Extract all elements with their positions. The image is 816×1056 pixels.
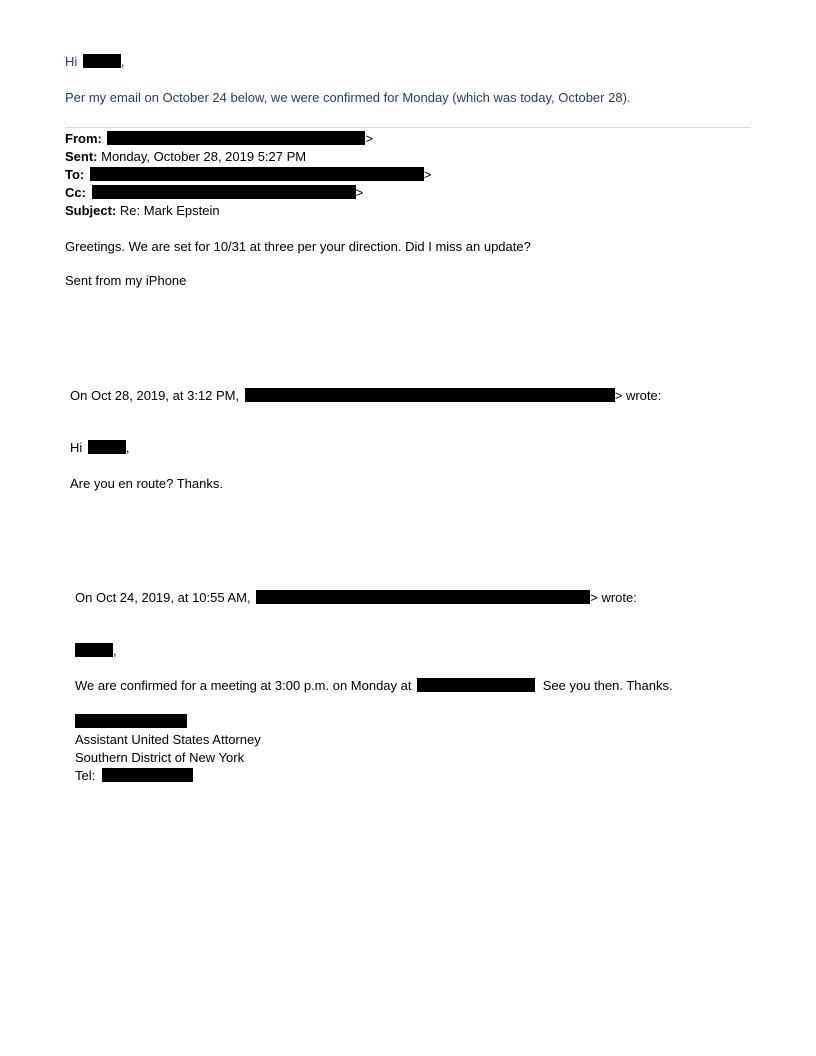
quote2-header [75,589,637,607]
redacted-name [83,54,121,68]
divider [65,127,751,128]
quote1-greeting-word: Hi [70,440,83,455]
quote2-comma: , [113,643,117,658]
from-line [65,130,373,148]
redacted-sender [245,388,615,402]
redacted-cc [92,185,356,199]
quote1-header [70,387,661,405]
cc-label: Cc: [65,185,86,200]
greeting-word: Hi [65,54,78,69]
from-suffix: > [365,131,374,146]
reply-signature: Sent from my iPhone [65,273,187,288]
greeting-comma: , [120,54,125,69]
redacted-signer [75,714,187,728]
quote2-body [75,677,673,695]
quote2-body-before: We are confirmed for a meeting at 3:00 p.m. on Monday at [75,678,412,693]
signature-office: Southern District of New York [75,750,245,765]
greeting-line [65,53,125,71]
redacted-location [417,678,535,692]
signature-title: Assistant United States Attorney [75,732,261,747]
quote2-intro: On Oct 24, 2019, at 10:55 AM, [75,590,251,605]
to-label: To: [65,167,85,182]
quote1-comma: , [125,440,130,455]
subject-value: Re: Mark Epstein [119,203,220,218]
intro-message: Per my email on October 24 below, we were confirmed for Monday (which was today, October 28). [65,90,631,105]
tel-label: Tel: [75,768,96,783]
redacted-from [107,131,365,145]
redacted-phone [102,768,193,782]
quote1-body: Are you en route? Thanks. [70,476,223,491]
redacted-to [90,167,424,181]
redacted-name [75,643,113,657]
signature-tel [75,767,193,785]
cc-suffix: > [355,185,364,200]
to-suffix: > [423,167,432,182]
quote2-body-after: See you then. Thanks. [542,678,673,693]
sent-value: Monday, October 28, 2019 5:27 PM [101,149,307,164]
to-line [65,166,431,184]
quote2-wrote: > wrote: [590,590,637,605]
quote1-intro: On Oct 28, 2019, at 3:12 PM, [70,388,240,403]
quote1-greeting [70,439,130,457]
signature-name [75,713,187,731]
reply-body: Greetings. We are set for 10/31 at three per your direction. Did I miss an update? [65,239,531,254]
sent-label: Sent: [65,149,98,164]
subject-line [65,202,220,220]
from-label: From: [65,131,102,146]
subject-label: Subject: [65,203,117,218]
redacted-name [88,440,126,454]
redacted-sender [256,590,590,604]
cc-line [65,184,363,202]
quote2-greeting [75,642,117,660]
quote1-wrote: > wrote: [614,388,662,403]
sent-line [65,148,306,166]
